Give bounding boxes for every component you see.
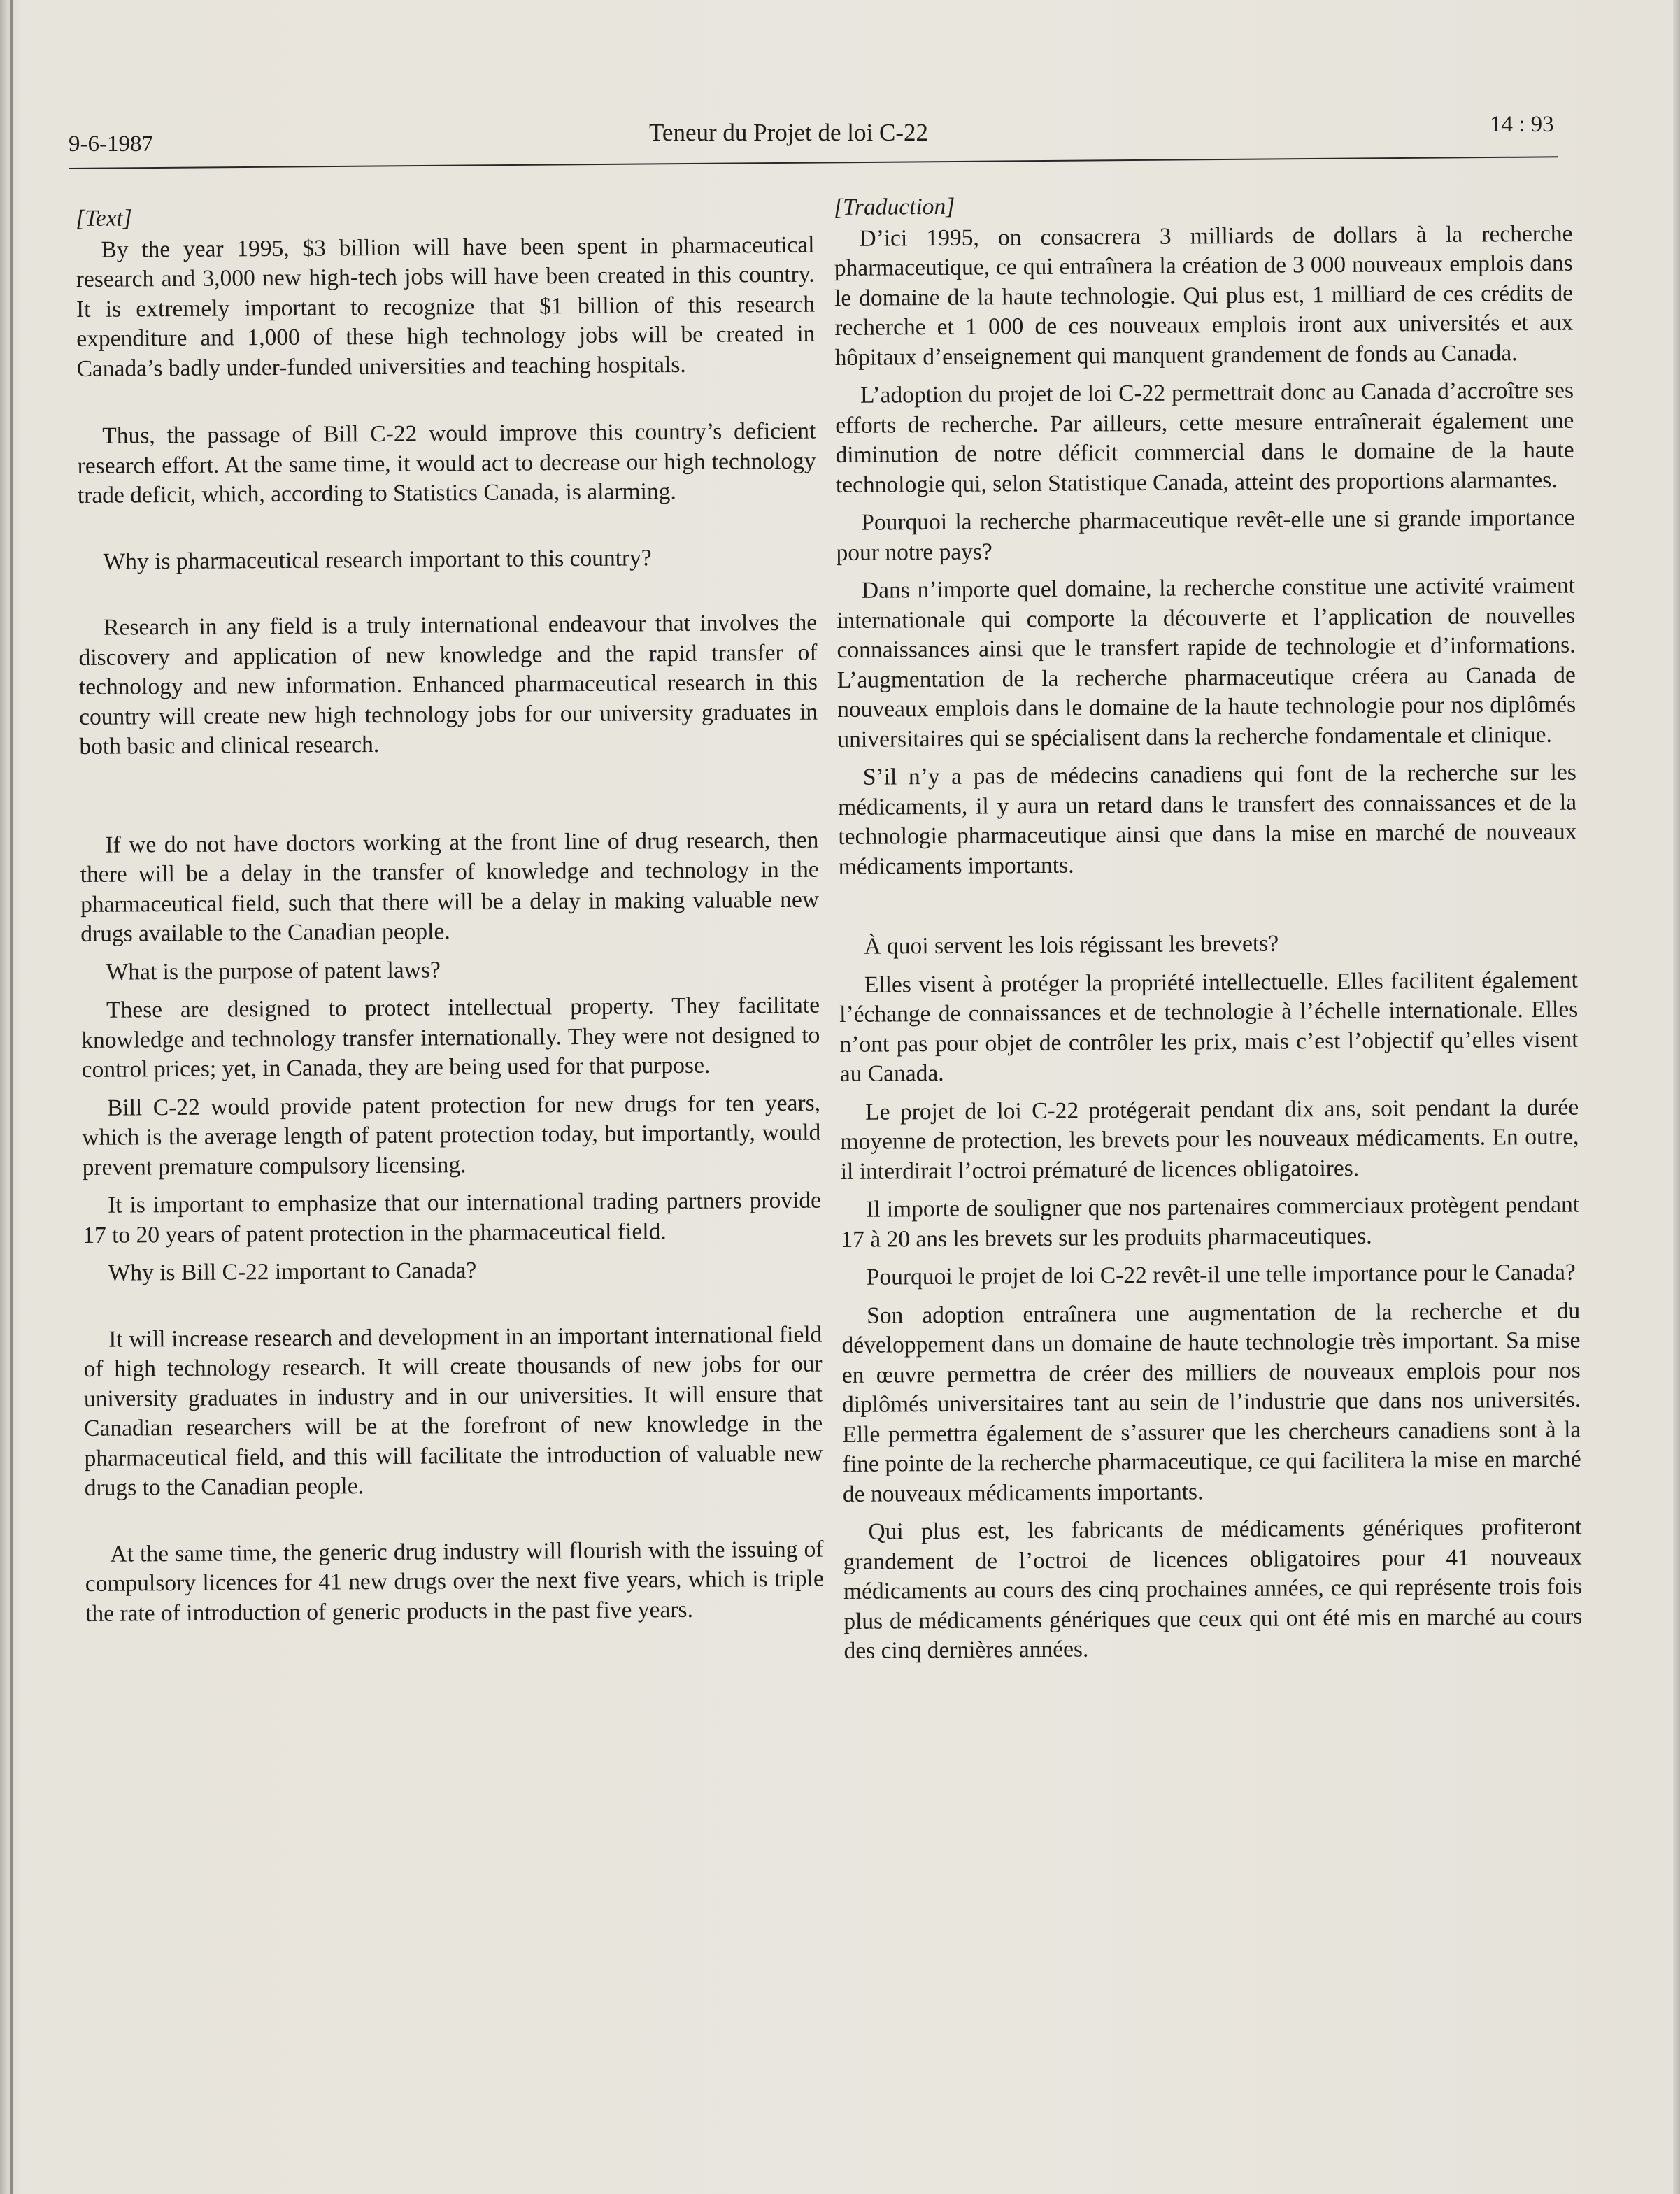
french-column (834, 188, 1583, 1667)
question-heading: À quoi servent les lois régissant les brevets? (864, 930, 1279, 960)
paragraph: It is important to emphasize that our international trading partners provide 17 to 20 years of patent protection in the pharmaceutical field. (83, 1187, 822, 1248)
page-edge (1673, 0, 1680, 2194)
paragraph: Dans n’importe quel domaine, la recherche constitue une activité vraiment internationale qui comporte la découverte et l’application de nouvelles connaissances ainsi que le transfert rapide de technologie et d’informations. L’augmentation de la recherche pharmaceutique créera au Canada de nouveaux emplois dans le domaine de la haute technologie pour nos diplômés universitaires qui se spécialisent dans la recherche fondamentale et clinique. (837, 572, 1576, 753)
question-heading: Why is Bill C-22 important to Canada? (108, 1258, 477, 1286)
paragraph: S’il n’y a pas de médecins canadiens qui font de la recherche sur les médicaments, il y aura un retard dans le transfert des connaissances et de la technologie pharmaceutique ainsi que dans la mise en marché de nouveaux médicaments importants. (838, 759, 1577, 880)
paragraph: Thus, the passage of Bill C-22 would improve this country’s deficient research effort. At the same time, it would act to decrease our high technology trade deficit, which, according to Statistics Canada, is alarming. (77, 418, 816, 508)
paragraph: Research in any field is a truly international endeavour that involves the discovery and application of new knowledge and the rapid transfer of technology and new information. Enhanced pharmaceutical research in this country will create new high technology jobs for our university graduates in both basic and clinical research. (78, 609, 818, 760)
paragraph: Le projet de loi C-22 protégerait pendant dix ans, soit pendant la durée moyenne de protection, les brevets pour les nouveaux médicaments. En outre, il interdirait l’octroi prématuré de licences obligatoires. (840, 1094, 1579, 1185)
column-label-text: [Text] (76, 205, 132, 231)
binding-edge (10, 0, 13, 2194)
question-heading: Why is pharmaceutical research important to this country? (103, 544, 652, 575)
paragraph: These are designed to protect intellectual property. They facilitate knowledge and technology transfer internationally. They were not designed to control prices; yet, in Canada, they are being used for that purpose. (81, 992, 820, 1083)
paragraph: Qui plus est, les fabricants de médicaments génériques profiteront grandement de l’octroi de licences obligatoires pour 41 nouveaux médicaments au cours des cinq prochaines années, ce qui représente trois fois plus de médicaments génériques que ceux qui ont été mis en marché au cours des cinq dernières années. (843, 1513, 1583, 1664)
paragraph: D’ici 1995, on consacrera 3 milliards de dollars à la recherche pharmaceutique, ce qui entraînera la création de 3 000 nouveaux emplois dans le domaine de la haute technologie. Qui plus est, 1 milliard de ces crédits de recherche et 1 000 de ces nouveaux emplois iront aux universités et aux hôpitaux d’enseignement qui manquent grandement de fonds au Canada. (834, 220, 1574, 371)
paragraph: Il importe de souligner que nos partenaires commerciaux protègent pendant 17 à 20 ans les brevets sur les produits pharmaceutiques. (841, 1191, 1580, 1253)
paragraph: L’adoption du projet de loi C-22 permettrait donc au Canada d’accroître ses efforts de recherche. Par ailleurs, cette mesure entraînerait également une diminution de notre déficit commercial dans le domaine de la haute technologie qui, selon Statistique Canada, atteint des proportions alarmantes. (835, 377, 1574, 498)
english-column (76, 199, 824, 1629)
paragraph: At the same time, the generic drug industry will flourish with the issuing of compulsory licences for 41 new drugs over the next five years, which is triple the rate of introduction of generic products in the past five years. (85, 1536, 824, 1627)
header-date: 9-6-1987 (69, 131, 153, 157)
question-heading: Pourquoi la recherche pharmaceutique revêt-elle une si grande importance pour notre pays? (836, 504, 1575, 566)
header-title: Teneur du Projet de loi C-22 (649, 119, 928, 146)
column-label-text: [Traduction] (834, 193, 955, 220)
paragraph: Bill C-22 would provide patent protection for new drugs for ten years, which is the average length of patent protection today, but importantly, would prevent premature compulsory licensing. (82, 1090, 821, 1181)
question-heading: Pourquoi le projet de loi C-22 revêt-il une telle importance pour le Canada? (866, 1259, 1576, 1290)
paragraph: By the year 1995, $3 billion will have been spent in pharmaceutical research and 3,000 new high-tech jobs will have been created in this country. It is extremely important to recognize that $1 billion of this research expenditure and 1,000 of these high technology jobs will be created in Canada’s badly under-funded universities and teaching hospitals. (76, 231, 816, 382)
question-heading: What is the purpose of patent laws? (106, 956, 441, 985)
paragraph: It will increase research and development in an important international field of high technology research. It will create thousands of new jobs for our university graduates in industry and in our universities. It will ensure that Canadian researchers will be at the forefront of new knowledge in the pharmaceutical field, and this will facilitate the introduction of valuable new drugs to the Canadian people. (83, 1321, 823, 1501)
paragraph: Elles visent à protéger la propriété intellectuelle. Elles facilitent également l’échange de connaissances et de technologie à l’échelle internationale. Elles n’ont pas pour objet de contrôler les prix, mais c’est l’objectif qu’elles visent au Canada. (839, 967, 1579, 1087)
paragraph: If we do not have doctors working at the front line of drug research, then there will be a delay in the transfer of knowledge and technology in the pharmaceutical field, such that there will be a delay in making valuable new drugs available to the Canadian people. (80, 827, 820, 947)
header-rule (69, 156, 1558, 169)
header-page-number: 14 : 93 (1490, 112, 1554, 137)
paragraph: Son adoption entraînera une augmentation de la recherche et du développement dans un domaine de haute technologie très important. Sa mise en œuvre permettra de créer des milliers de nouveaux emplois pour nos diplômés universitaires tant au sein de l’industrie que dans nos universités. Elle permettra également de s’assurer que les chercheurs canadiens sont à la fine pointe de la recherche pharmaceutique, ce qui facilitera la mise en marché de nouveaux médicaments importants. (841, 1297, 1581, 1507)
